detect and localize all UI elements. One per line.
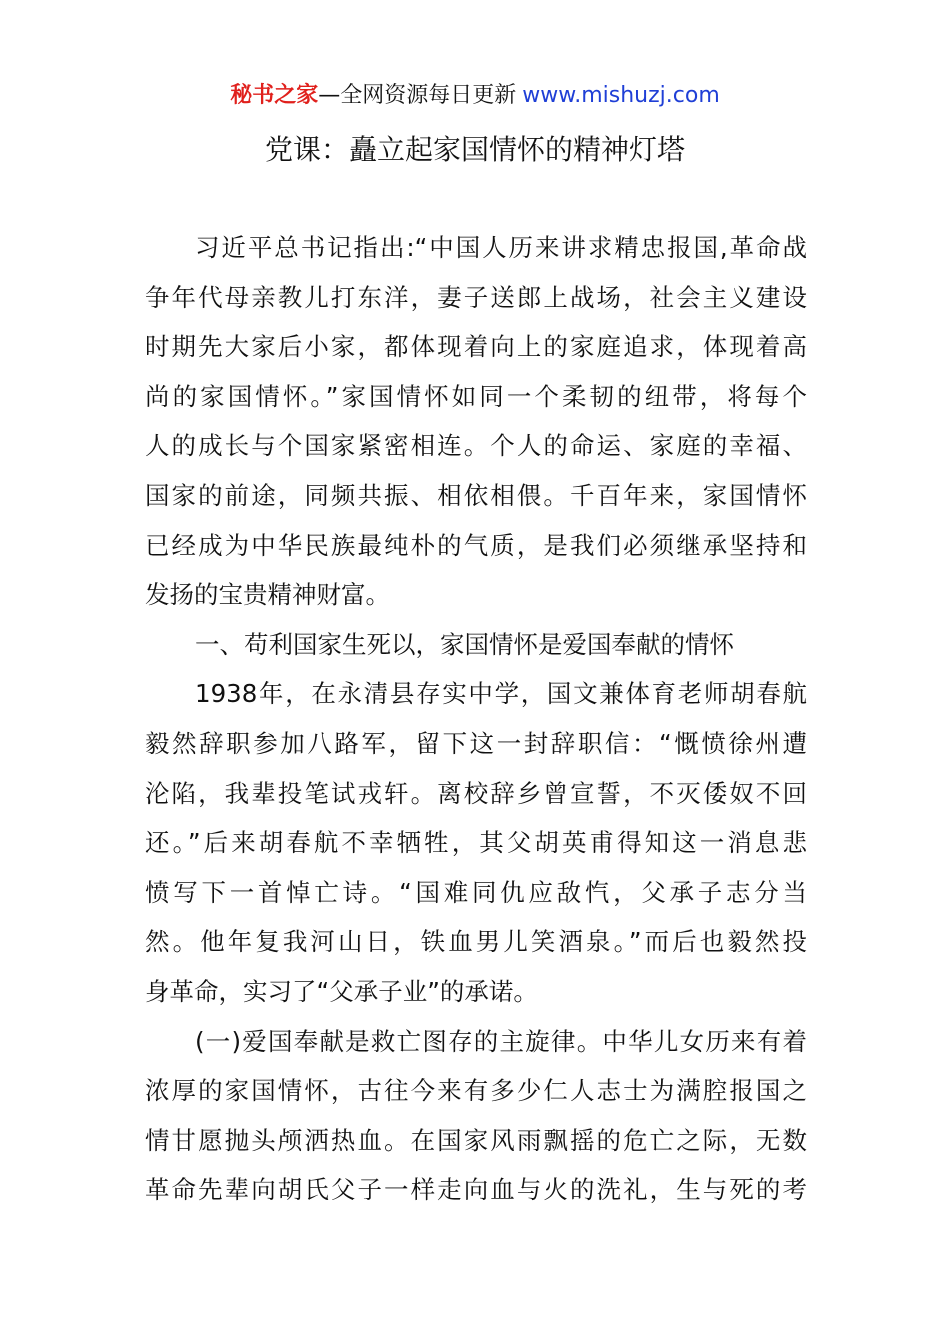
text-line: 1938年，在永清县存实中学，国文兼体育老师胡春航: [195, 679, 807, 709]
text-line: 然。他年复我河山日，铁血男儿笑酒泉。”而后也毅然投: [145, 927, 807, 957]
header-tagline: —全网资源每日更新: [318, 83, 517, 108]
text-line: 已经成为中华民族最纯朴的气质，是我们必须继承坚持和: [145, 530, 807, 560]
text-line: 争年代母亲教儿打东洋，妻子送郎上战场，社会主义建设: [145, 282, 807, 312]
text-line: 毅然辞职参加八路军，留下这一封辞职信：“慨愤徐州遭: [145, 728, 807, 758]
text-line: 尚的家国情怀。”家国情怀如同一个柔韧的纽带，将每个: [145, 381, 807, 411]
text-line: 一、苟利国家生死以，家国情怀是爱国奉献的情怀: [195, 629, 734, 659]
text-line: 沦陷，我辈投笔试戎轩。离校辞乡曾宣誓，不灭倭奴不回: [145, 778, 807, 808]
text-line: 愤写下一首悼亡诗。“国难同仇应敌忾，父承子志分当: [145, 877, 807, 907]
text-line: 革命先辈向胡氏父子一样走向血与火的洗礼，生与死的考: [145, 1175, 807, 1205]
text-line: 习近平总书记指出:“中国人历来讲求精忠报国,革命战: [195, 233, 807, 262]
site-url-link[interactable]: www.mishuzj.com: [522, 83, 720, 108]
text-line: 时期先大家后小家，都体现着向上的家庭追求，体现着高: [145, 332, 807, 362]
text-line: 还。”后来胡春航不幸牺牲，其父胡英甫得知这一消息悲: [145, 828, 807, 858]
text-line: 国家的前途，同频共振、相依相偎。千百年来，家国情怀: [145, 480, 807, 510]
text-line: 发扬的宝贵精神财富。: [145, 580, 390, 610]
text-line: 浓厚的家国情怀，古往今来有多少仁人志士为满腔报国之: [145, 1076, 807, 1106]
brand-name: 秘书之家: [230, 83, 319, 108]
text-line: (一)爱国奉献是救亡图存的主旋律。中华儿女历来有着: [195, 1026, 807, 1056]
page-title: 党课：矗立起家国情怀的精神灯塔: [264, 133, 685, 166]
article-body: [145, 230, 807, 1222]
text-line: 情甘愿抛头颅洒热血。在国家风雨飘摇的危亡之际，无数: [145, 1125, 807, 1155]
site-header: [0, 80, 950, 112]
text-line: 人的成长与个国家紧密相连。个人的命运、家庭的幸福、: [145, 431, 807, 461]
text-line: 身革命，实习了“父承子业”的承诺。: [145, 976, 538, 1006]
